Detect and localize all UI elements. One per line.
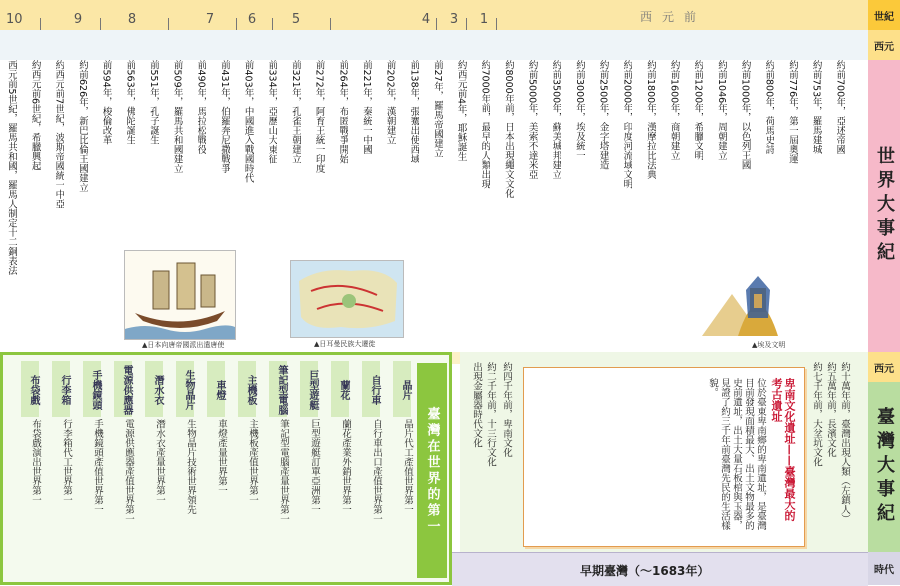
year-row xyxy=(0,30,868,61)
picture-caption: ▲日耳曼民族大遷徙 xyxy=(314,340,376,348)
taiwan-events-label: 臺灣大事紀 xyxy=(868,382,900,552)
century-tick: 10 xyxy=(6,12,23,27)
century-tick: 1 xyxy=(479,12,489,27)
world-events-area xyxy=(0,60,868,352)
century-tick: 4 xyxy=(421,12,431,27)
world-event: 約前1800年，漢摩拉比法典 xyxy=(645,60,656,180)
world-first-item xyxy=(69,361,103,579)
world-first-item xyxy=(193,361,227,579)
world-first-description: 主機板產值世界第一 xyxy=(247,419,258,505)
world-first-item xyxy=(38,361,72,579)
taiwan-event: 約二千年前，十三行文化 xyxy=(485,362,496,467)
world-first-item xyxy=(100,361,134,579)
world-event: 約8000年前，日本出現繩文文化 xyxy=(503,60,514,199)
world-first-heading: 潛水衣 xyxy=(145,361,163,417)
world-event: 前264年，布匿戰爭開始 xyxy=(337,60,349,164)
world-first-description: 巨型遊艇訂單亞洲第一 xyxy=(309,419,320,514)
world-event: 約前1000年，以色列王國 xyxy=(739,60,751,170)
century-tick: 8 xyxy=(127,12,137,27)
world-first-item xyxy=(379,361,413,579)
world-first-description: 蘭花產業外銷世界第一 xyxy=(340,419,351,514)
world-event: 約前2000年，印度河流域文明 xyxy=(621,60,633,189)
world-event: 約7000年前，最早的人類出現 xyxy=(479,60,491,189)
world-first-description: 生物晶片技術世界領先 xyxy=(185,419,196,514)
world-first-heading: 生物晶片 xyxy=(176,361,194,417)
world-event: 約前700年，亞述帝國 xyxy=(834,60,846,155)
world-event: 約前3500年，蘇美城邦建立 xyxy=(550,60,562,180)
ruler-title: 西元前 xyxy=(640,10,707,24)
world-first-item xyxy=(348,361,382,579)
world-event: 前594年，梭倫改革 xyxy=(100,60,112,145)
century-tick: 3 xyxy=(449,12,459,27)
world-first-description: 車燈產量世界第一 xyxy=(216,419,227,495)
world-first-item xyxy=(224,361,258,579)
world-first-description: 布袋戲演出世界第一 xyxy=(30,419,41,505)
world-first-description: 筆記型電腦產量世界第一 xyxy=(278,419,289,524)
world-event: 約前5000年，美索不達米亞 xyxy=(526,60,538,180)
west-label-bottom: 西元 xyxy=(868,352,900,382)
world-first-item xyxy=(7,361,41,579)
century-label: 世紀 xyxy=(868,0,900,30)
world-first-heading: 晶片 xyxy=(393,361,411,417)
tang-envoy-ship-image xyxy=(124,250,236,340)
taiwan-event: 約十萬年前，臺灣出現人類（左鎮人） xyxy=(839,362,850,524)
beinan-title: 卑南文化遺址——臺灣最大的考古遺址 xyxy=(770,378,796,521)
world-event: 前509年，羅馬共和國建立 xyxy=(171,60,183,174)
world-event: 約前3000年，埃及統一 xyxy=(574,60,585,161)
world-first-item xyxy=(162,361,196,579)
west-label-top: 西元 xyxy=(868,30,900,60)
world-first-description: 電源供應器產值世界第一 xyxy=(123,419,134,524)
world-first-item xyxy=(255,361,289,579)
world-event: 西元前5世紀，羅馬共和國，羅馬人制定十二銅表法 xyxy=(6,60,17,276)
world-event: 前403年，中國進入戰國時代 xyxy=(242,60,254,183)
world-event: 前321年，孔雀王朝建立 xyxy=(290,60,301,164)
world-event: 約前800年，荷馬史詩 xyxy=(763,60,775,155)
century-tick: 5 xyxy=(291,12,301,27)
world-event: 約前626年，新巴比倫王國建立 xyxy=(77,60,88,193)
pharaoh-image xyxy=(702,274,814,336)
world-event: 前221年，秦統一中國 xyxy=(361,60,372,155)
world-first-heading: 自行車 xyxy=(362,361,380,417)
world-first-description: 手機鏡頭產值世界第一 xyxy=(92,419,103,514)
century-tick: 9 xyxy=(73,12,83,27)
world-event: 前334年，亞歷山大東征 xyxy=(266,60,278,164)
taiwan-world-firsts-panel xyxy=(0,352,452,585)
beinan-site-box xyxy=(523,367,805,547)
world-first-heading: 筆記型電腦 xyxy=(269,361,287,417)
world-first-heading: 手機鏡頭 xyxy=(83,361,101,417)
era-column-label: 時代 xyxy=(868,552,900,585)
century-tick: 6 xyxy=(247,12,257,27)
firsts-title: 臺灣在世界的第一 xyxy=(417,363,447,578)
world-event: 前138年，張騫出使西域 xyxy=(408,60,420,164)
world-event: 約前776年，第一屆奧運 xyxy=(787,60,798,164)
world-event: 約西元前7世紀，波斯帝國統一中亞 xyxy=(53,60,65,209)
world-event: 約西元前6世紀，希臘興起 xyxy=(29,60,41,171)
taiwan-event: 約七千年前，大坌坑文化 xyxy=(811,362,822,467)
world-first-heading: 巨型遊艇 xyxy=(300,361,318,417)
world-event: 前202年，漢朝建立 xyxy=(384,60,396,145)
century-ruler xyxy=(0,0,868,31)
world-first-heading: 蘭花 xyxy=(331,361,349,417)
world-first-heading: 主機板 xyxy=(238,361,256,417)
world-event: 前431年，伯羅奔尼撒戰爭 xyxy=(219,60,230,174)
beinan-body: 位於臺東卑南鄉的卑南遺址，是臺灣目前發現面積最大、出土文物最多的史前遺址，出土大量石板棺與玉器，見證了約三千年前臺灣先民的生活樣貌。 xyxy=(707,378,766,530)
world-first-heading: 電源供應器 xyxy=(114,361,132,417)
world-first-item xyxy=(286,361,320,579)
timeline-legend-column xyxy=(868,0,900,585)
world-first-heading: 布袋戲 xyxy=(21,361,39,417)
era-label: 早期臺灣（～1683年） xyxy=(580,564,710,578)
world-first-item xyxy=(317,361,351,579)
taiwan-event: 約四千年前，卑南文化 xyxy=(501,362,512,457)
world-event: 約前753年，羅馬建城 xyxy=(810,60,822,155)
picture-caption: ▲埃及文明 xyxy=(752,341,786,349)
picture-caption: ▲日本向唐帝國派出遣唐使 xyxy=(142,341,225,349)
world-event: 前27年，羅馬帝國建立 xyxy=(432,60,443,158)
world-first-description: 晶片代工產值世界第一 xyxy=(402,419,413,514)
world-event: 前490年，馬拉松戰役 xyxy=(195,60,207,155)
world-event: 約前1600年，商朝建立 xyxy=(668,60,680,161)
world-events-label: 世界大事紀 xyxy=(868,60,900,352)
world-event: 約前1200年，希臘文明 xyxy=(692,60,704,161)
century-tick: 7 xyxy=(205,12,215,27)
world-first-description: 行李箱代工世界第一 xyxy=(61,419,72,505)
taiwan-event: 約五萬年前，長濱文化 xyxy=(825,362,836,457)
world-first-heading: 車燈 xyxy=(207,361,225,417)
world-event: 前272年，阿育王統一印度 xyxy=(313,60,325,174)
world-event: 約西元前4年，耶穌誕生 xyxy=(455,60,467,162)
world-first-description: 自行車出口產值世界第一 xyxy=(371,419,382,524)
taiwan-event: 出現金屬器時代文化 xyxy=(471,362,482,448)
migration-map-image xyxy=(290,260,404,338)
world-first-description: 潛水衣產量世界第一 xyxy=(154,419,165,505)
world-first-heading: 行李箱 xyxy=(52,361,70,417)
world-event: 約前1046年，周朝建立 xyxy=(716,60,727,161)
world-first-item xyxy=(131,361,165,579)
world-event: 約前2500年，金字塔建造 xyxy=(597,60,609,170)
world-event: 前551年，孔子誕生 xyxy=(148,60,159,145)
world-event: 前563年，佛陀誕生 xyxy=(124,60,136,145)
